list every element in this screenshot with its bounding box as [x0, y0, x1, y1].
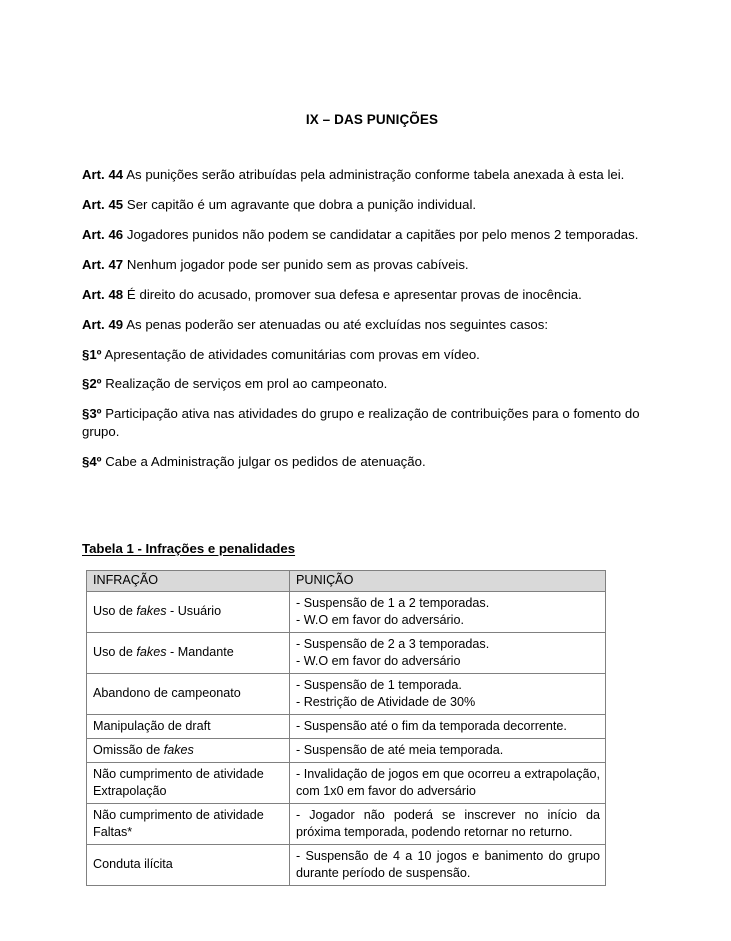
cell-infraction: Abandono de campeonato — [87, 674, 290, 715]
infraction-text-tail: - Usuário — [166, 604, 222, 619]
punishment-line: - Restrição de Atividade de 30% — [296, 695, 476, 709]
table-row — [87, 763, 606, 804]
table-row — [87, 804, 606, 845]
punishment-line: - W.O em favor do adversário — [296, 654, 461, 668]
article-label: Art. 49 — [82, 316, 124, 332]
table-row — [87, 715, 606, 739]
cell-punishment — [290, 739, 606, 763]
article-label: §2º — [82, 376, 102, 392]
punishment-line: - Suspensão até o fim da temporada decorrente. — [296, 718, 567, 733]
punishment-line: - Jogador não poderá se inscrever no início da próxima temporada, podendo retornar no returno. — [296, 807, 600, 839]
article-label: Art. 44 — [82, 167, 124, 182]
cell-punishment — [290, 674, 606, 715]
table-body — [87, 592, 606, 886]
article-label: §4º — [82, 453, 102, 469]
infraction-text-tail: - Mandante — [166, 645, 234, 660]
article-paragraph — [82, 286, 664, 303]
column-header-punishment: PUNIÇÃO — [290, 571, 606, 592]
penalties-table-wrapper — [86, 570, 605, 886]
infraction-text: Uso de — [93, 645, 137, 660]
infraction-emphasis: fakes — [136, 645, 167, 660]
punishment-line: - Suspensão de 2 a 3 temporadas. — [296, 636, 490, 651]
infraction-emphasis: fakes — [163, 742, 194, 757]
punishment-line: - Invalidação de jogos em que ocorreu a extrapolação, com 1x0 em favor do adversário — [296, 766, 600, 798]
punishment-line: - Suspensão de 4 a 10 jogos e banimento do grupo durante período de suspensão. — [296, 848, 600, 880]
article-text: As penas poderão ser atenuadas ou até excluídas nos seguintes casos: — [123, 316, 549, 332]
penalties-table — [86, 570, 606, 886]
table-head — [87, 571, 606, 592]
article-label: Art. 47 — [82, 256, 124, 272]
cell-infraction — [87, 739, 290, 763]
page-title: IX – DAS PUNIÇÕES — [305, 112, 439, 127]
article-label: Art. 45 — [82, 196, 124, 212]
article-text: Nenhum jogador pode ser punido sem as provas cabíveis. — [123, 256, 469, 272]
article-paragraph — [82, 256, 664, 273]
article-text: Realização de serviços em prol ao campeonato. — [101, 376, 388, 392]
article-text: Apresentação de atividades comunitárias com provas em vídeo. — [101, 346, 480, 362]
article-list — [82, 166, 664, 483]
cell-infraction: Manipulação de draft — [87, 715, 290, 739]
cell-infraction — [87, 633, 290, 674]
table-row — [87, 633, 606, 674]
punishment-line: - Suspensão de 1 temporada. — [296, 677, 462, 692]
cell-punishment — [290, 715, 606, 739]
cell-punishment — [290, 633, 606, 674]
article-paragraph — [82, 166, 664, 183]
cell-punishment — [290, 763, 606, 804]
article-paragraph — [82, 226, 664, 243]
infraction-text: Uso de — [93, 604, 137, 619]
cell-infraction — [87, 592, 290, 633]
cell-punishment — [290, 804, 606, 845]
article-text: Jogadores punidos não podem se candidatar a capitães por pelo menos 2 temporadas. — [123, 226, 639, 242]
table-row — [87, 674, 606, 715]
article-text: Cabe a Administração julgar os pedidos de atenuação. — [101, 453, 426, 469]
cell-infraction: Não cumprimento de atividade Extrapolação — [87, 763, 290, 804]
article-paragraph — [82, 346, 664, 363]
table-row — [87, 592, 606, 633]
article-text: Participação ativa nas atividades do grupo e realização de contribuições para o fomento do grupo. — [82, 406, 640, 439]
table-caption: Tabela 1 - Infrações e penalidades — [82, 541, 296, 556]
table-row — [87, 739, 606, 763]
punishment-line: - Suspensão de 1 a 2 temporadas. — [296, 595, 490, 610]
article-text: Ser capitão é um agravante que dobra a punição individual. — [123, 196, 477, 212]
article-label: Art. 46 — [82, 226, 124, 242]
infraction-text: Omissão de — [93, 742, 164, 757]
article-text: É direito do acusado, promover sua defesa e apresentar provas de inocência. — [123, 286, 582, 302]
article-label: Art. 48 — [82, 286, 124, 302]
cell-infraction: Conduta ilícita — [87, 845, 290, 886]
column-header-infraction: INFRAÇÃO — [87, 571, 290, 592]
cell-punishment — [290, 592, 606, 633]
table-row — [87, 845, 606, 886]
article-paragraph — [82, 453, 664, 470]
table-header-row — [87, 571, 606, 592]
punishment-line: - Suspensão de até meia temporada. — [296, 742, 504, 757]
article-label: §3º — [82, 406, 102, 422]
cell-infraction: Não cumprimento de atividade Faltas* — [87, 804, 290, 845]
article-paragraph — [82, 405, 664, 440]
article-paragraph — [82, 196, 664, 213]
cell-punishment — [290, 845, 606, 886]
infraction-emphasis: fakes — [136, 604, 167, 619]
article-text: As punições serão atribuídas pela administração conforme tabela anexada à esta lei. — [123, 167, 625, 182]
article-paragraph — [82, 316, 664, 333]
punishment-line: - W.O em favor do adversário. — [296, 613, 464, 627]
article-label: §1º — [82, 346, 102, 362]
article-paragraph — [82, 375, 664, 392]
